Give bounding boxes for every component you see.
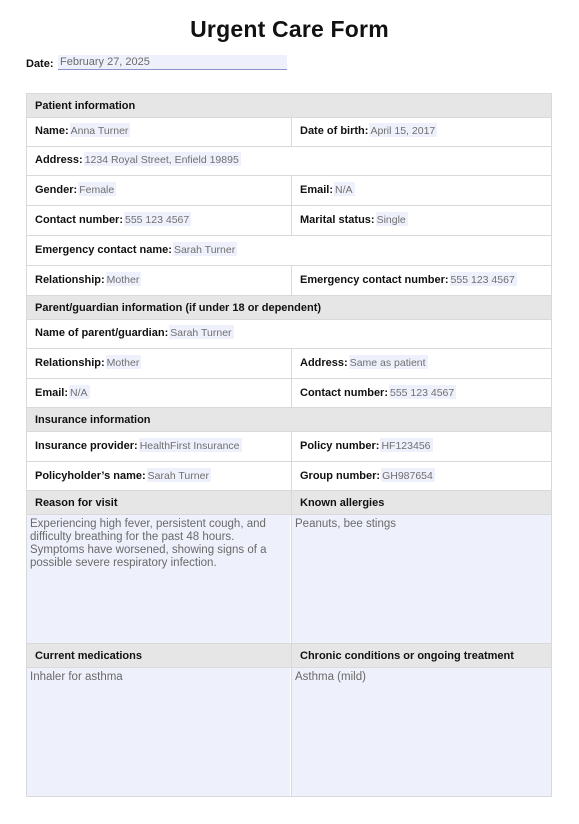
name-field[interactable]: Anna Turner <box>70 125 129 137</box>
marital-field[interactable]: Single <box>376 214 406 226</box>
section-title: Insurance information <box>35 414 151 426</box>
medications-field[interactable] <box>27 668 290 796</box>
policy-field[interactable]: HF123456 <box>381 440 431 452</box>
group-field[interactable]: GH987654 <box>382 470 433 482</box>
dob-field[interactable]: April 15, 2017 <box>370 125 436 137</box>
guardian-email-field[interactable]: N/A <box>70 387 88 399</box>
row-guardian-relationship-address <box>27 349 551 379</box>
row-visit-details <box>27 515 551 644</box>
holder-label: Policyholder’s name: <box>35 470 146 482</box>
row-address <box>27 147 551 176</box>
date-field[interactable]: February 27, 2025 <box>58 55 287 70</box>
contact-field[interactable]: 555 123 4567 <box>125 214 190 226</box>
provider-cell <box>27 432 292 461</box>
chronic-cell <box>292 668 551 796</box>
name-label: Name: <box>35 125 69 137</box>
emergency-number-field[interactable]: 555 123 4567 <box>450 274 515 286</box>
contact-cell <box>27 206 292 235</box>
urgent-care-form <box>26 93 552 797</box>
section-title: Patient information <box>35 100 136 112</box>
guardian-address-field[interactable]: Same as patient <box>349 357 426 369</box>
emergency-number-cell <box>292 266 551 295</box>
guardian-name-field[interactable]: Sarah Turner <box>170 327 232 339</box>
marital-label: Marital status: <box>300 214 375 226</box>
reason-field[interactable] <box>27 515 290 643</box>
section-patient-information <box>27 94 551 118</box>
allergies-cell <box>292 515 551 643</box>
gender-field[interactable]: Female <box>79 184 115 196</box>
contact-label: Contact number: <box>35 214 123 226</box>
email-cell <box>292 176 551 205</box>
emergency-number-label: Emergency contact number: <box>300 274 449 286</box>
date-row <box>26 55 288 71</box>
reason-label: Reason for visit <box>35 497 118 509</box>
guardian-email-cell <box>27 379 292 407</box>
provider-field[interactable]: HealthFirst Insurance <box>139 440 240 452</box>
allergies-label: Known allergies <box>300 497 385 509</box>
dob-label: Date of birth: <box>300 125 369 137</box>
chronic-text: Asthma (mild) <box>295 671 366 683</box>
guardian-relationship-cell <box>27 349 292 378</box>
row-emergency-name <box>27 236 551 266</box>
row-guardian-email-contact <box>27 379 551 408</box>
section-guardian-information <box>27 296 551 320</box>
guardian-name-cell <box>27 320 551 348</box>
row-holder-group <box>27 462 551 491</box>
group-label: Group number: <box>300 470 381 482</box>
row-medical-headers <box>27 644 551 668</box>
address-cell <box>27 147 551 175</box>
guardian-contact-cell <box>292 379 551 407</box>
row-visit-headers <box>27 491 551 515</box>
guardian-relationship-field[interactable]: Mother <box>106 357 140 369</box>
policy-label: Policy number: <box>300 440 380 452</box>
row-name-dob <box>27 118 551 147</box>
relationship-label: Relationship: <box>35 274 105 286</box>
reason-header-cell <box>27 491 292 514</box>
date-label: Date: <box>26 58 54 70</box>
row-relationship-emergency-number <box>27 266 551 296</box>
group-cell <box>292 462 551 490</box>
row-guardian-name <box>27 320 551 349</box>
chronic-label: Chronic conditions or ongoing treatment <box>300 650 514 662</box>
address-label: Address: <box>35 154 83 166</box>
medications-text: Inhaler for asthma <box>30 671 123 683</box>
chronic-field[interactable] <box>292 668 551 796</box>
relationship-cell <box>27 266 292 295</box>
medications-cell <box>27 668 292 796</box>
row-gender-email <box>27 176 551 206</box>
address-field[interactable]: 1234 Royal Street, Enfield 19895 <box>84 154 239 166</box>
allergies-header-cell <box>292 491 551 514</box>
holder-field[interactable]: Sarah Turner <box>147 470 209 482</box>
row-medical-details <box>27 668 551 796</box>
dob-cell <box>292 118 551 146</box>
guardian-name-label: Name of parent/guardian: <box>35 327 169 339</box>
relationship-field[interactable]: Mother <box>106 274 140 286</box>
email-label: Email: <box>300 184 334 196</box>
gender-label: Gender: <box>35 184 78 196</box>
section-insurance-information <box>27 408 551 432</box>
emergency-name-field[interactable]: Sarah Turner <box>173 244 236 256</box>
row-contact-marital <box>27 206 551 236</box>
emergency-name-cell <box>27 236 551 265</box>
page-title: Urgent Care Form <box>190 16 389 42</box>
guardian-email-label: Email: <box>35 387 69 399</box>
guardian-address-cell <box>292 349 551 378</box>
guardian-contact-label: Contact number: <box>300 387 388 399</box>
reason-text: Experiencing high fever, persistent cough, and difficulty breathing for the past 48 hours. Symptoms have worsened, showing signs of a possible severe respiratory infection. <box>30 518 267 569</box>
guardian-relationship-label: Relationship: <box>35 357 105 369</box>
provider-label: Insurance provider: <box>35 440 138 452</box>
medications-header-cell <box>27 644 292 667</box>
guardian-contact-field[interactable]: 555 123 4567 <box>390 387 455 399</box>
reason-cell <box>27 515 292 643</box>
email-field[interactable]: N/A <box>335 184 353 196</box>
allergies-field[interactable] <box>292 515 551 643</box>
name-cell <box>27 118 292 146</box>
row-provider-policy <box>27 432 551 462</box>
chronic-header-cell <box>292 644 551 667</box>
guardian-address-label: Address: <box>300 357 348 369</box>
allergies-text: Peanuts, bee stings <box>295 518 397 530</box>
holder-cell <box>27 462 292 490</box>
policy-cell <box>292 432 551 461</box>
emergency-name-label: Emergency contact name: <box>35 244 172 256</box>
gender-cell <box>27 176 292 205</box>
marital-cell <box>292 206 551 235</box>
section-title: Parent/guardian information (if under 18 or dependent) <box>35 302 322 314</box>
medications-label: Current medications <box>35 650 142 662</box>
